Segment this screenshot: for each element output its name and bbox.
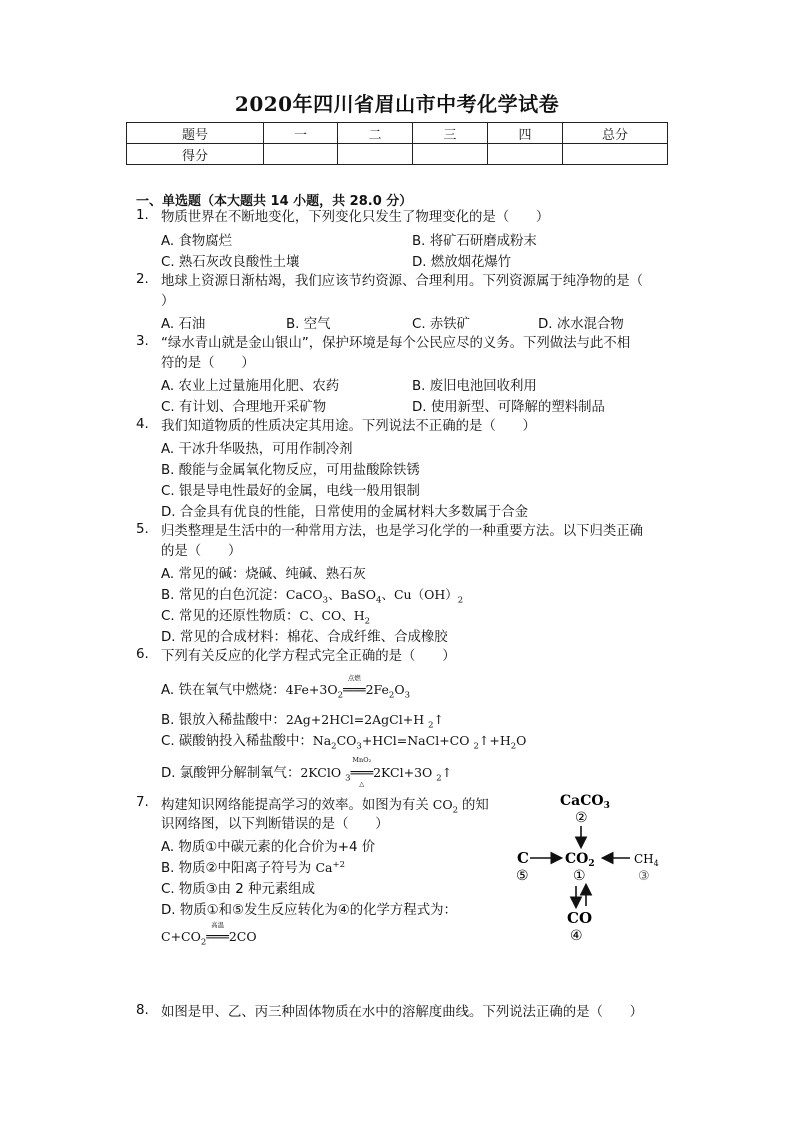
score-cell: 总分	[563, 123, 668, 144]
option-b	[161, 709, 444, 731]
option-b-label: B. 银放入稀盐酸中：	[161, 713, 286, 728]
option-d: D. 使用新型、可降解的塑料制品	[412, 400, 605, 415]
ch4-label: $CH_4$	[634, 852, 659, 868]
question-text-line1: 构建知识网络能提高学习的效率。如图为有关 $CO_2$ 的知	[161, 797, 489, 816]
option-b: B. 将矿石研磨成粉末	[412, 234, 537, 249]
equation: $C+CO_2$ 高温 ═══2CO	[161, 921, 257, 948]
co-label: CO	[567, 909, 593, 927]
option-b: B. 废旧电池回收利用	[412, 379, 537, 394]
option-c: C. 熟石灰改良酸性土壤	[161, 255, 300, 270]
equation: $4Fe+3O_2$ 点燃 $═══2Fe_2O_3$	[285, 674, 411, 701]
question-text-line2: 识网络图，以下判断错误的是（ ）	[161, 817, 389, 832]
marker-3: ③	[638, 869, 650, 884]
co2-label: $CO_2$	[565, 851, 595, 869]
question-text: 物质世界在不断地变化，下列变化只发生了物理变化的是（ ）	[161, 210, 550, 225]
option-c-label: C. 常见的还原性物质：	[161, 609, 300, 624]
formula: $Ca^{+2}$	[315, 859, 346, 875]
option-c: C. 有计划、合理地开采矿物	[161, 400, 327, 415]
option-d: D. 合金具有优良的性能，日常使用的金属材料大多数属于合金	[161, 505, 528, 520]
option-b: B. 酸能与金属氧化物反应，可用盐酸除铁锈	[161, 463, 420, 478]
option-a: A. 农业上过量施用化肥、农药	[161, 379, 340, 394]
option-b: B. 空气	[286, 317, 331, 332]
reaction-condition: 点燃 ═══	[343, 674, 366, 697]
marker-2: ②	[575, 810, 588, 826]
co2-knowledge-network-diagram	[500, 790, 700, 950]
marker-4: ④	[570, 928, 583, 944]
score-cell: 四	[488, 123, 563, 144]
option-d: D. 燃放烟花爆竹	[412, 255, 512, 270]
option-c: C. 银是导电性最好的金属，电线一般用银制	[161, 484, 420, 499]
formula: $CO_2$	[428, 797, 459, 816]
option-b-label: B. 常见的白色沉淀：	[161, 588, 286, 603]
score-cell	[563, 144, 668, 165]
option-d: D. 物质①和⑤发生反应转化为④的化学方程式为：	[161, 903, 457, 918]
option-a: A. 干冰升华吸热，可用作制冷剂	[161, 442, 353, 457]
option-d	[161, 756, 453, 788]
score-cell: 三	[413, 123, 488, 144]
score-table-header-row	[127, 123, 668, 144]
score-cell	[488, 144, 563, 165]
reaction-condition: 高温 ═══	[206, 921, 229, 944]
score-cell	[338, 144, 413, 165]
option-c: C. 赤铁矿	[412, 317, 471, 332]
score-cell: 得分	[127, 144, 264, 165]
question-number: 4.	[136, 417, 149, 432]
option-d-label: D. 氯酸钾分解制氧气：	[161, 766, 301, 781]
marker-1: ①	[573, 868, 586, 884]
option-c	[161, 605, 370, 627]
question-text: 我们知道物质的性质决定其用途。下列说法不正确的是（ ）	[161, 419, 536, 434]
page-title: 2020年四川省眉山市中考化学试卷	[234, 92, 560, 116]
question-text-line1: “绿水青山就是金山银山”，保护环境是每个公民应尽的义务。下列做法与此不相	[161, 336, 631, 351]
question-number: 8.	[136, 1003, 149, 1018]
caco3-label: CaCO$_3$	[560, 793, 610, 811]
option-a: A. 物质①中碳元素的化合价为+4 价	[161, 840, 376, 855]
option-a: A. 石油	[161, 317, 206, 332]
score-table	[126, 122, 668, 165]
equation: $Na_2CO_3+HCl=NaCl+CO$ $_2↑+H_2O$	[312, 733, 527, 752]
option-c: C. 物质③由 2 种元素组成	[161, 882, 316, 897]
marker-5: ⑤	[516, 868, 529, 884]
option-d: D. 冰水混合物	[538, 317, 624, 332]
option-c	[161, 730, 526, 752]
score-cell: 题号	[127, 123, 264, 144]
question-number: 1.	[136, 208, 149, 223]
question-text-line2: ）	[161, 294, 175, 309]
question-number: 7.	[136, 795, 149, 810]
question-number: 3.	[136, 334, 149, 349]
section-header: 一、单选题（本大题共 14 小题，共 28.0 分）	[136, 194, 413, 209]
question-text-line1: 归类整理是生活中的一种常用方法，也是学习化学的一种重要方法。以下归类正确	[161, 524, 644, 539]
formula: C、CO、$H_2$	[299, 608, 371, 627]
option-a: A. 常见的碱：烧碱、纯碱、熟石灰	[161, 567, 366, 582]
question-number: 6.	[136, 647, 149, 662]
question-text-line2: 符的是（ ）	[161, 356, 255, 371]
reaction-condition: MnO₂ ═══ △	[350, 756, 374, 788]
option-b	[161, 584, 463, 606]
option-b	[161, 857, 345, 876]
option-a-label: A. 铁在氧气中燃烧：	[161, 683, 286, 698]
option-d: D. 常见的合成材料：棉花、合成纤维、合成橡胶	[161, 630, 448, 645]
option-a: A. 食物腐烂	[161, 234, 232, 249]
question-text-line1: 地球上资源日渐枯竭，我们应该节约资源、合理利用。下列资源属于纯净物的是（	[161, 274, 644, 289]
question-text: 如图是甲、乙、丙三种固体物质在水中的溶解度曲线。下列说法正确的是（ ）	[161, 1005, 644, 1020]
equation: 2KClO $_3$ MnO₂ ═══ △ 2KCl+3O $_2$↑	[300, 756, 453, 788]
option-c-label: C. 碳酸钠投入稀盐酸中：	[161, 734, 313, 749]
option-a	[161, 674, 411, 701]
equation: 2Ag+2HCl=2AgCl+H $_2$↑	[285, 712, 444, 731]
question-text: 下列有关反应的化学方程式完全正确的是（ ）	[161, 649, 456, 664]
question-number: 2.	[136, 272, 149, 287]
score-cell: 一	[264, 123, 338, 144]
question-number: 5.	[136, 522, 149, 537]
question-text-line2: 的是（ ）	[161, 544, 242, 559]
carbon-label: C	[517, 849, 529, 867]
option-b-label: B. 物质②中阳离子符号为	[161, 861, 316, 876]
formula: CaCO$_3$、BaSO$_4$、$Cu(OH)_2$	[285, 587, 464, 606]
score-cell	[264, 144, 338, 165]
score-cell: 二	[338, 123, 413, 144]
score-table-score-row	[127, 144, 668, 165]
score-cell	[413, 144, 488, 165]
